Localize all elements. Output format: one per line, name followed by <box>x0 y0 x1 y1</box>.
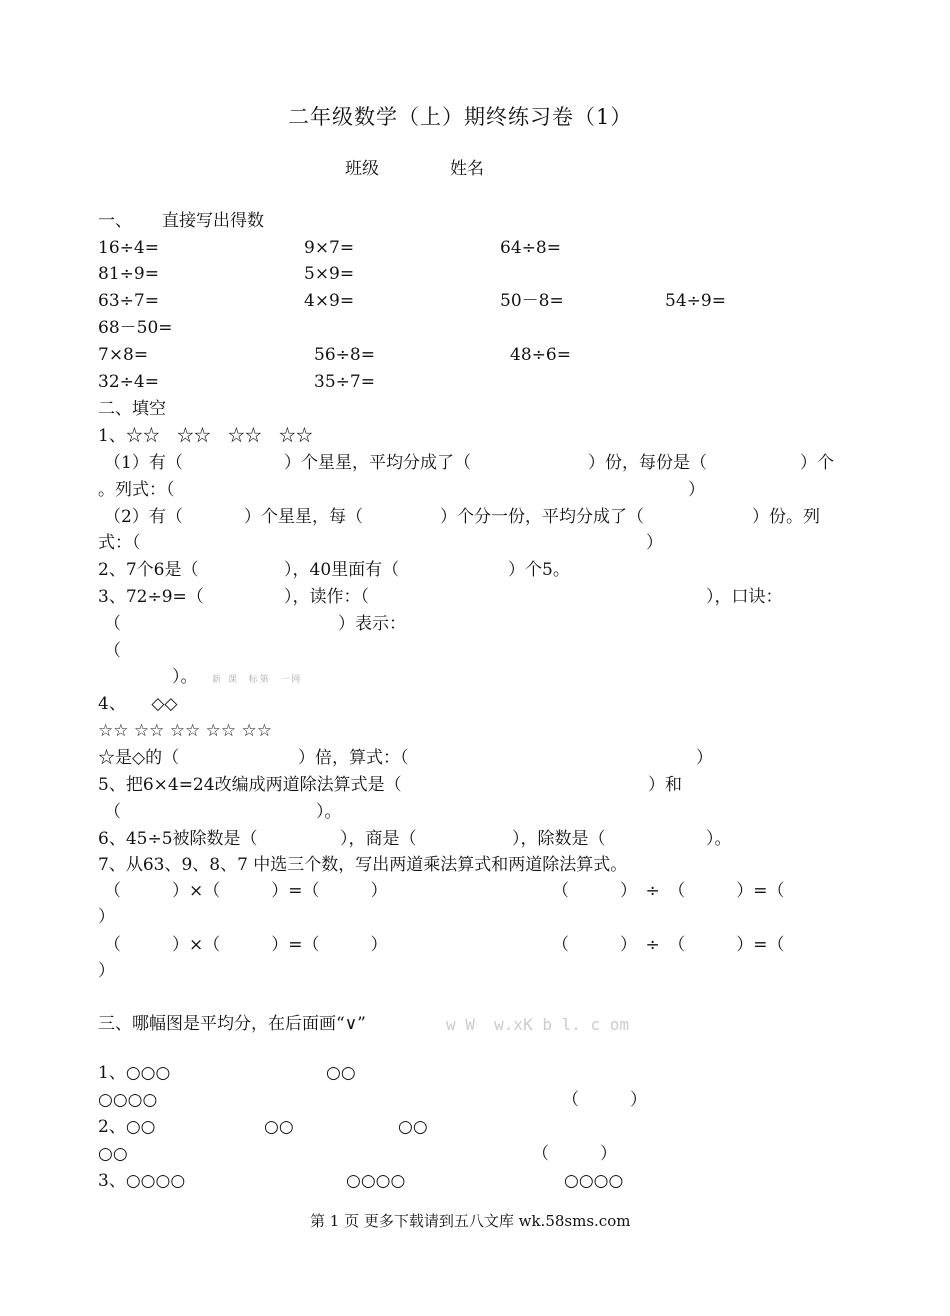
q1-line3-part4: ）份。列 <box>752 507 820 527</box>
q1-line4-part1: 式：（ <box>98 533 141 553</box>
q7-div-1: （ ） ÷ （ ）=（ <box>552 881 785 901</box>
problem: 16÷4= <box>98 238 159 258</box>
q1-line3-part1: （2）有（ <box>104 507 183 527</box>
q6-part3: ），除数是（ <box>512 829 606 849</box>
p2-line1b: ○○ <box>264 1117 294 1137</box>
q3-line4: ）。 <box>172 667 198 687</box>
q1-stars: 1、☆☆ ☆☆ ☆☆ ☆☆ <box>98 426 313 446</box>
problem: 4×9= <box>304 291 355 311</box>
watermark-url: w W w.xK b l. c om <box>446 1015 630 1034</box>
problem: 7×8= <box>98 345 149 365</box>
problem: 50－8= <box>500 291 564 311</box>
problem: 68－50= <box>98 318 173 338</box>
problem: 5×9= <box>304 264 355 284</box>
problem: 64÷8= <box>500 238 561 258</box>
p3-line1b: ○○○○ <box>346 1171 406 1191</box>
q5-line2-part1: （ <box>104 802 121 822</box>
page-footer: 第 1 页 更多下载请到五八文库 wk.58sms.com <box>310 1212 631 1230</box>
q7-text: 7、从63、9、8、7 中选三个数，写出两道乘法算式和两道除法算式。 <box>98 855 628 875</box>
q1-line3-part3: ）个分一份，平均分成了（ <box>440 507 644 527</box>
q1-line4-part2: ） <box>646 533 663 553</box>
q7-mul-1: （ ）×（ ）=（ ） <box>104 881 388 901</box>
p3-line1c: ○○○○ <box>564 1171 624 1191</box>
q7-div-2: （ ） ÷ （ ）=（ <box>552 935 785 955</box>
name-label: 姓名 <box>450 159 484 179</box>
problem: 32÷4= <box>98 372 159 392</box>
q7-mul-2: （ ）×（ ）=（ ） <box>104 935 388 955</box>
p3-line1a: 3、○○○○ <box>98 1171 186 1191</box>
q2-part1: 2、7个6是（ <box>98 560 199 580</box>
q1-line1-part1: （1）有（ <box>104 453 183 473</box>
page-title: 二年级数学（上）期终练习卷（1） <box>288 105 633 129</box>
p2-answer-paren: （ ） <box>532 1144 617 1164</box>
section1-heading: 直接写出得数 <box>162 211 264 231</box>
watermark-text: 新 课 标第 一网 <box>212 675 303 685</box>
p2-line2: ○○ <box>98 1144 128 1164</box>
q4-part1: ☆是◇的（ <box>98 748 180 768</box>
q1-line3-part2: ）个星星，每（ <box>244 507 363 527</box>
q5-part1: 5、把6×4=24改编成两道除法算式是（ <box>98 775 402 795</box>
class-label: 班级 <box>345 159 379 179</box>
q4-part2: ）倍，算式：（ <box>298 748 409 768</box>
q6-part4: ）。 <box>706 829 732 849</box>
problem: 81÷9= <box>98 264 159 284</box>
q1-line1-part3: ）份，每份是（ <box>588 453 707 473</box>
section3-heading: 三、哪幅图是平均分，在后面画“∨” <box>98 1014 366 1034</box>
p1-line2: ○○○○ <box>98 1090 158 1110</box>
q2-part2: ），40里面有（ <box>284 560 400 580</box>
section1-heading-number: 一、 <box>98 211 132 231</box>
q5-part2: ）和 <box>648 775 682 795</box>
problem: 56÷8= <box>314 345 375 365</box>
q4-stars: ☆☆ ☆☆ ☆☆ ☆☆ ☆☆ <box>98 721 273 741</box>
q7-close-1: ） <box>98 907 115 927</box>
q5-line2-part2: ）。 <box>316 802 342 822</box>
q2-part3: ）个5。 <box>508 560 570 580</box>
q3-line2-part2: ）表示： <box>338 614 406 634</box>
q6-part2: ），商是（ <box>340 829 417 849</box>
q4-part3: ） <box>696 748 713 768</box>
q3-part1: 3、72÷9=（ <box>98 587 204 607</box>
q3-part3: ），口诀： <box>706 587 783 607</box>
q1-line2-part2: ） <box>688 480 705 500</box>
q3-line3: （ <box>104 641 121 661</box>
q3-line2-part1: （ <box>104 614 121 634</box>
problem: 9×7= <box>304 238 355 258</box>
section2-heading: 二、填空 <box>98 399 166 419</box>
q1-line1-part2: ）个星星，平均分成了（ <box>284 453 471 473</box>
q4-head: 4、 ◇◇ <box>98 694 178 714</box>
p1-line1a: 1、○○○ <box>98 1063 171 1083</box>
q6-part1: 6、45÷5被除数是（ <box>98 829 258 849</box>
q1-line2-part1: 。列式：（ <box>98 480 175 500</box>
q3-part2: ），读作：（ <box>284 587 369 607</box>
problem: 63÷7= <box>98 291 159 311</box>
p1-answer-paren: （ ） <box>562 1090 647 1110</box>
p2-line1a: 2、○○ <box>98 1117 156 1137</box>
p1-line1b: ○○ <box>326 1063 356 1083</box>
problem: 48÷6= <box>510 345 571 365</box>
p2-line1c: ○○ <box>398 1117 428 1137</box>
q1-line1-part4: ）个 <box>800 453 834 473</box>
problem: 35÷7= <box>314 372 375 392</box>
problem: 54÷9= <box>665 291 726 311</box>
q7-close-2: ） <box>98 961 115 981</box>
